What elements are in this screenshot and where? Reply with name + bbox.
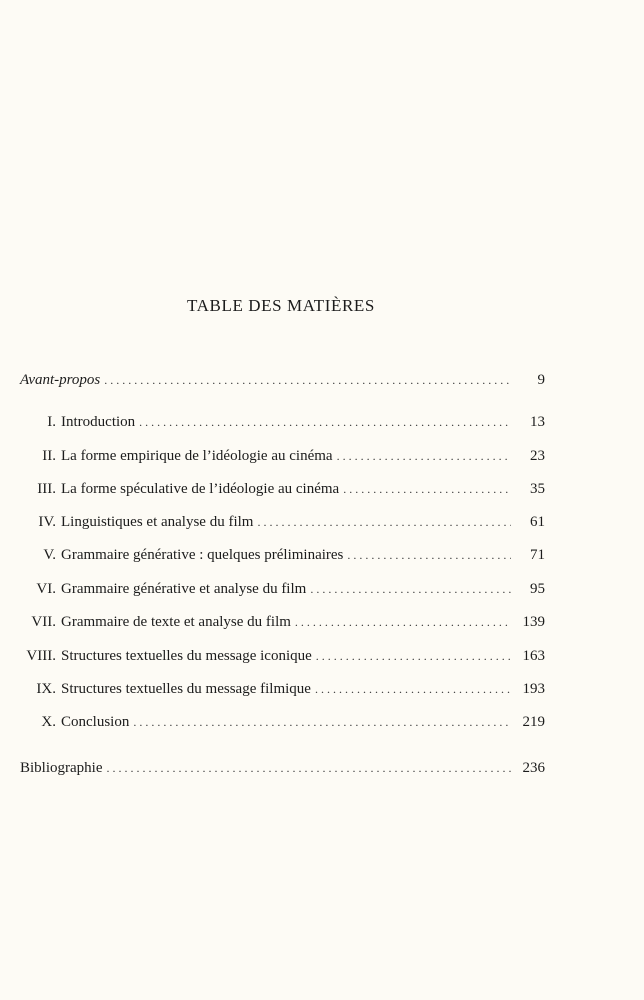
- chapter-number: IV.: [38, 514, 56, 530]
- chapter-number: VI.: [36, 581, 56, 597]
- toc-entry-chapter-9: [20, 681, 545, 703]
- toc-entry-page: 35: [530, 481, 545, 497]
- toc-entry-bibliographie: [20, 760, 545, 782]
- toc-entry-label: Conclusion: [61, 714, 130, 730]
- dot-leader: [257, 515, 511, 530]
- toc-entry-page: 236: [522, 760, 545, 776]
- toc-entry-chapter-2: [20, 448, 545, 470]
- dot-leader: [316, 649, 511, 664]
- dot-leader: [337, 449, 511, 464]
- toc-entry-avant-propos: [20, 372, 545, 394]
- dot-leader: [310, 582, 511, 597]
- chapter-number: VII.: [31, 614, 56, 630]
- toc-entry-chapter-5: [20, 547, 545, 569]
- dot-leader: [347, 548, 511, 563]
- chapter-number: III.: [37, 481, 56, 497]
- toc-entry-page: 163: [522, 648, 545, 664]
- toc-entry-chapter-7: [20, 614, 545, 636]
- chapter-number: V.: [43, 547, 56, 563]
- toc-entry-label: Structures textuelles du message iconique: [61, 648, 312, 664]
- toc-entry-chapter-8: [20, 648, 545, 670]
- toc-entry-label: Linguistiques et analyse du film: [61, 514, 254, 530]
- toc-entry-label: Bibliographie: [20, 760, 103, 776]
- toc-entry-label: La forme spéculative de l’idéologie au cinéma: [61, 481, 340, 497]
- chapter-number: X.: [41, 714, 56, 730]
- dot-leader: [104, 373, 511, 388]
- chapter-number: II.: [42, 448, 56, 464]
- toc-entry-chapter-6: [20, 581, 545, 603]
- toc-entry-page: 139: [522, 614, 545, 630]
- toc-entry-chapter-3: [20, 481, 545, 503]
- toc-entry-label: Structures textuelles du message filmique: [61, 681, 311, 697]
- toc-entry-page: 13: [530, 414, 545, 430]
- toc-entry-page: 95: [530, 581, 545, 597]
- toc-entry-chapter-10: [20, 714, 545, 736]
- dot-leader: [295, 615, 511, 630]
- toc-entry-label: Grammaire générative : quelques préliminaires: [61, 547, 344, 563]
- page-title: TABLE DES MATIÈRES: [187, 296, 375, 315]
- chapter-number: I.: [47, 414, 56, 430]
- toc-entry-page: 71: [530, 547, 545, 563]
- toc-entry-label: Avant-propos: [20, 372, 101, 388]
- dot-leader: [343, 482, 511, 497]
- dot-leader: [133, 715, 511, 730]
- toc-entry-page: 23: [530, 448, 545, 464]
- dot-leader: [139, 415, 511, 430]
- toc-entry-page: 9: [537, 372, 545, 388]
- toc-entry-chapter-1: [20, 414, 545, 436]
- toc-entry-label: Grammaire générative et analyse du film: [61, 581, 307, 597]
- toc-entry-page: 219: [522, 714, 545, 730]
- toc-entry-chapter-4: [20, 514, 545, 536]
- toc-entry-label: La forme empirique de l’idéologie au cinéma: [61, 448, 333, 464]
- toc-entry-page: 61: [530, 514, 545, 530]
- chapter-number: IX.: [36, 681, 56, 697]
- toc-entry-label: Introduction: [61, 414, 136, 430]
- chapter-number: VIII.: [26, 648, 56, 664]
- toc-entry-label: Grammaire de texte et analyse du film: [61, 614, 291, 630]
- dot-leader: [107, 761, 512, 776]
- dot-leader: [315, 682, 511, 697]
- toc-entry-page: 193: [522, 681, 545, 697]
